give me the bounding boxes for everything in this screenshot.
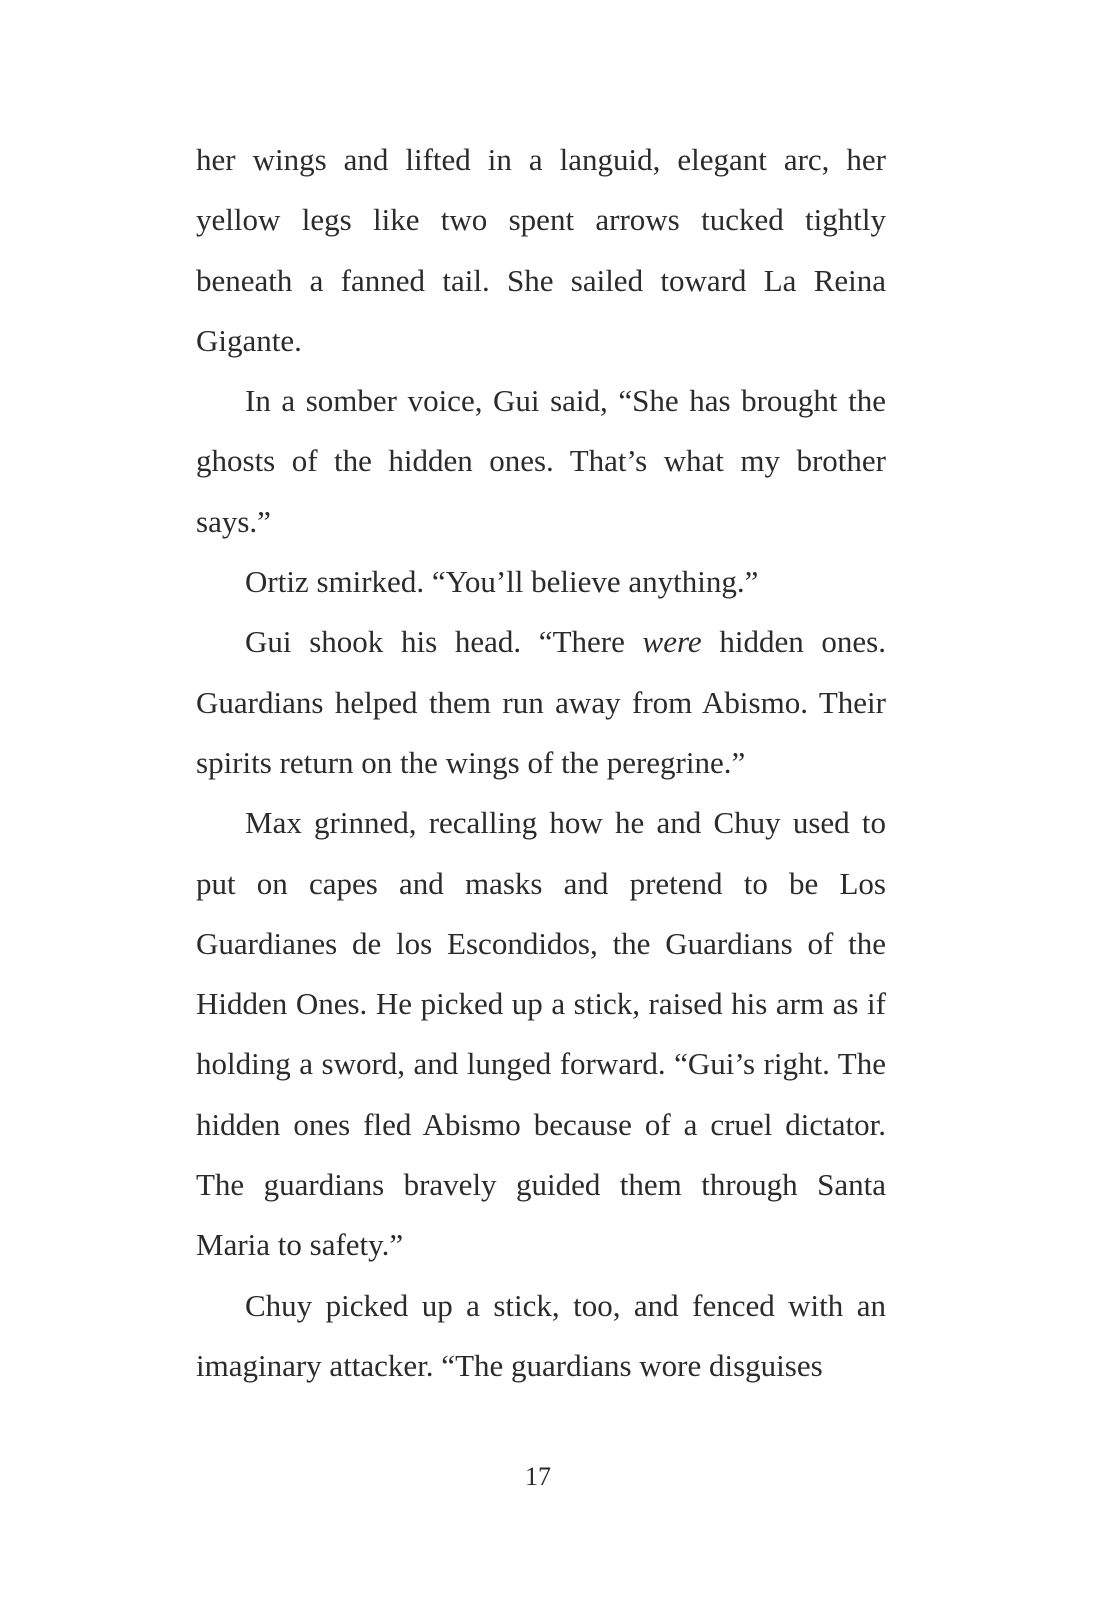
paragraph-text: her wings and lifted in a languid, elegant arc, her yellow legs like two spent arrows tucked tightly beneath a fanned tail. She sailed toward La Reina Gigante. <box>196 142 886 358</box>
paragraph-4 <box>196 612 886 793</box>
paragraph-text: Max grinned, recalling how he and Chuy used to put on capes and masks and pretend to be Los Guardianes de los Escondidos, the Guardians of the Hidden Ones. He picked up a stick, raised his arm as if holding a sword, and lunged forward. “Gui’s right. The hidden ones fled Abismo because of a cruel dictator. The guardians bravely guided them through Santa Maria to safety.” <box>196 805 886 1263</box>
emphasized-word: were <box>642 624 702 660</box>
paragraph-6 <box>196 1276 886 1397</box>
paragraph-3 <box>196 552 886 612</box>
paragraph-text: Ortiz smirked. “You’ll believe anything.” <box>245 564 759 600</box>
page-number: 17 <box>525 1462 551 1491</box>
paragraph-text: In a somber voice, Gui said, “She has brought the ghosts of the hidden ones. That’s what my brother says.” <box>196 383 886 539</box>
paragraph-text: Gui shook his head. “There <box>245 624 643 660</box>
paragraph-2 <box>196 371 886 552</box>
body-text <box>196 130 886 1396</box>
paragraph-text: Chuy picked up a stick, too, and fenced with an imaginary attacker. “The guardians wore disguises <box>196 1287 886 1383</box>
paragraph-5 <box>196 793 886 1275</box>
paragraph-1 <box>196 130 886 371</box>
paragraph-text: hidden ones. Guardians helped them run away from Abismo. Their spirits return on the wings of the peregrine.” <box>196 624 886 780</box>
